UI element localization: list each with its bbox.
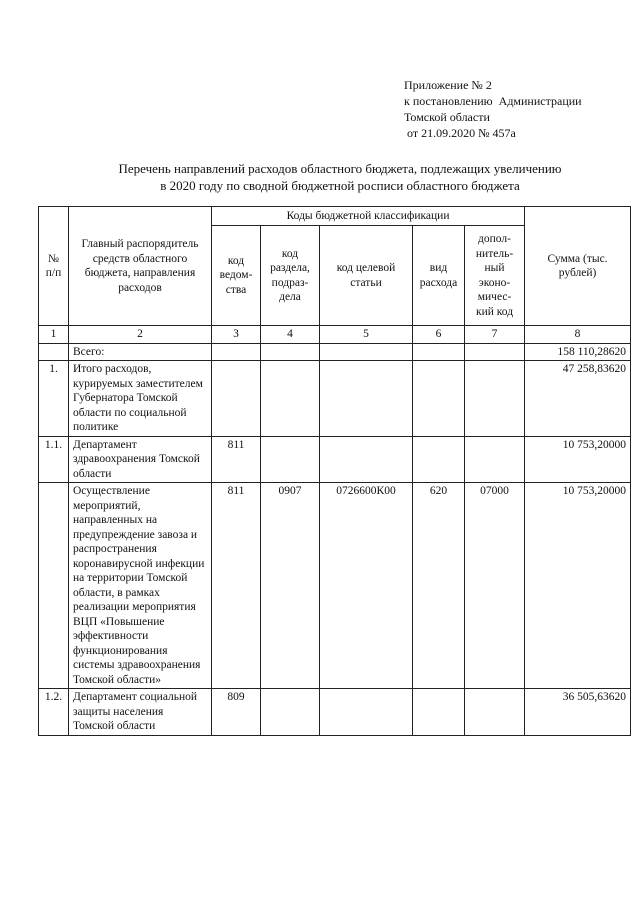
row-razdel	[261, 689, 320, 736]
appendix-line-1: Приложение № 2	[404, 78, 492, 92]
row-razdel	[261, 436, 320, 483]
col-number: 4	[261, 326, 320, 344]
row-ved: 811	[212, 436, 261, 483]
row-name: Департамент социальной защиты населения Томской области	[69, 689, 212, 736]
header-razdel: код раздела, подраз-дела	[261, 226, 320, 326]
row-vid: 620	[413, 483, 465, 689]
row-ved: 809	[212, 689, 261, 736]
row-target	[320, 361, 413, 437]
row-target	[320, 689, 413, 736]
row-sum: 47 258,83620	[525, 361, 631, 437]
row-dop	[465, 689, 525, 736]
row-vid	[413, 689, 465, 736]
col-number: 5	[320, 326, 413, 344]
row-name: Осуществление мероприятий, направленных на предупреждение завоза и распространения коронавирусной инфекции на территории Томской области, в рамках реализации мероприятия ВЦП «Повышение эффективности функционирования системы здравоохранения Томской области»	[69, 483, 212, 689]
row-num: 1.	[39, 361, 69, 437]
col-number: 2	[69, 326, 212, 344]
row-razdel	[261, 343, 320, 361]
row-ved	[212, 343, 261, 361]
header-dop: допол-нитель-ный эконо-мичес-кий код	[465, 226, 525, 326]
header-sum: Сумма (тыс. рублей)	[525, 207, 631, 326]
row-name: Департамент здравоохранения Томской области	[69, 436, 212, 483]
appendix-line-4: от 21.09.2020 № 457а	[404, 126, 516, 140]
title-line-1: Перечень направлений расходов областного бюджета, подлежащих увеличению	[118, 161, 562, 176]
col-number: 6	[413, 326, 465, 344]
row-target: 0726600К00	[320, 483, 413, 689]
table-row	[39, 483, 631, 689]
appendix-line-3: Томской области	[404, 110, 490, 124]
row-sum: 158 110,28620	[525, 343, 631, 361]
header-target: код целевой статьи	[320, 226, 413, 326]
row-razdel	[261, 361, 320, 437]
row-ved	[212, 361, 261, 437]
row-sum: 36 505,63620	[525, 689, 631, 736]
col-number: 8	[525, 326, 631, 344]
col-number: 1	[39, 326, 69, 344]
row-name: Итого расходов, курируемых заместителем Губернатора Томской области по социальной политике	[69, 361, 212, 437]
row-num: 1.1.	[39, 436, 69, 483]
document-title	[40, 160, 640, 194]
header-codes-group: Коды бюджетной классификации	[212, 207, 525, 226]
row-sum: 10 753,20000	[525, 436, 631, 483]
row-name: Всего:	[69, 343, 212, 361]
row-vid	[413, 436, 465, 483]
column-numbers-row	[39, 326, 631, 344]
row-dop	[465, 343, 525, 361]
row-ved: 811	[212, 483, 261, 689]
header-vid: вид расхода	[413, 226, 465, 326]
appendix-block	[404, 77, 634, 141]
row-target	[320, 343, 413, 361]
row-sum: 10 753,20000	[525, 483, 631, 689]
header-name: Главный распорядитель средств областного бюджета, направления расходов	[69, 207, 212, 326]
row-razdel: 0907	[261, 483, 320, 689]
col-number: 7	[465, 326, 525, 344]
table-row	[39, 343, 631, 361]
budget-table	[38, 206, 631, 736]
header-ved: код ведом-ства	[212, 226, 261, 326]
table-row	[39, 361, 631, 437]
header-row-1	[39, 207, 631, 226]
row-dop: 07000	[465, 483, 525, 689]
table-row	[39, 689, 631, 736]
table-row	[39, 436, 631, 483]
row-target	[320, 436, 413, 483]
title-line-2: в 2020 году по сводной бюджетной росписи областного бюджета	[160, 178, 520, 193]
col-number: 3	[212, 326, 261, 344]
row-vid	[413, 361, 465, 437]
row-num	[39, 343, 69, 361]
row-vid	[413, 343, 465, 361]
row-dop	[465, 361, 525, 437]
row-num: 1.2.	[39, 689, 69, 736]
row-num	[39, 483, 69, 689]
header-num: № п/п	[39, 207, 69, 326]
appendix-line-2: к постановлению Администрации	[404, 94, 582, 108]
row-dop	[465, 436, 525, 483]
